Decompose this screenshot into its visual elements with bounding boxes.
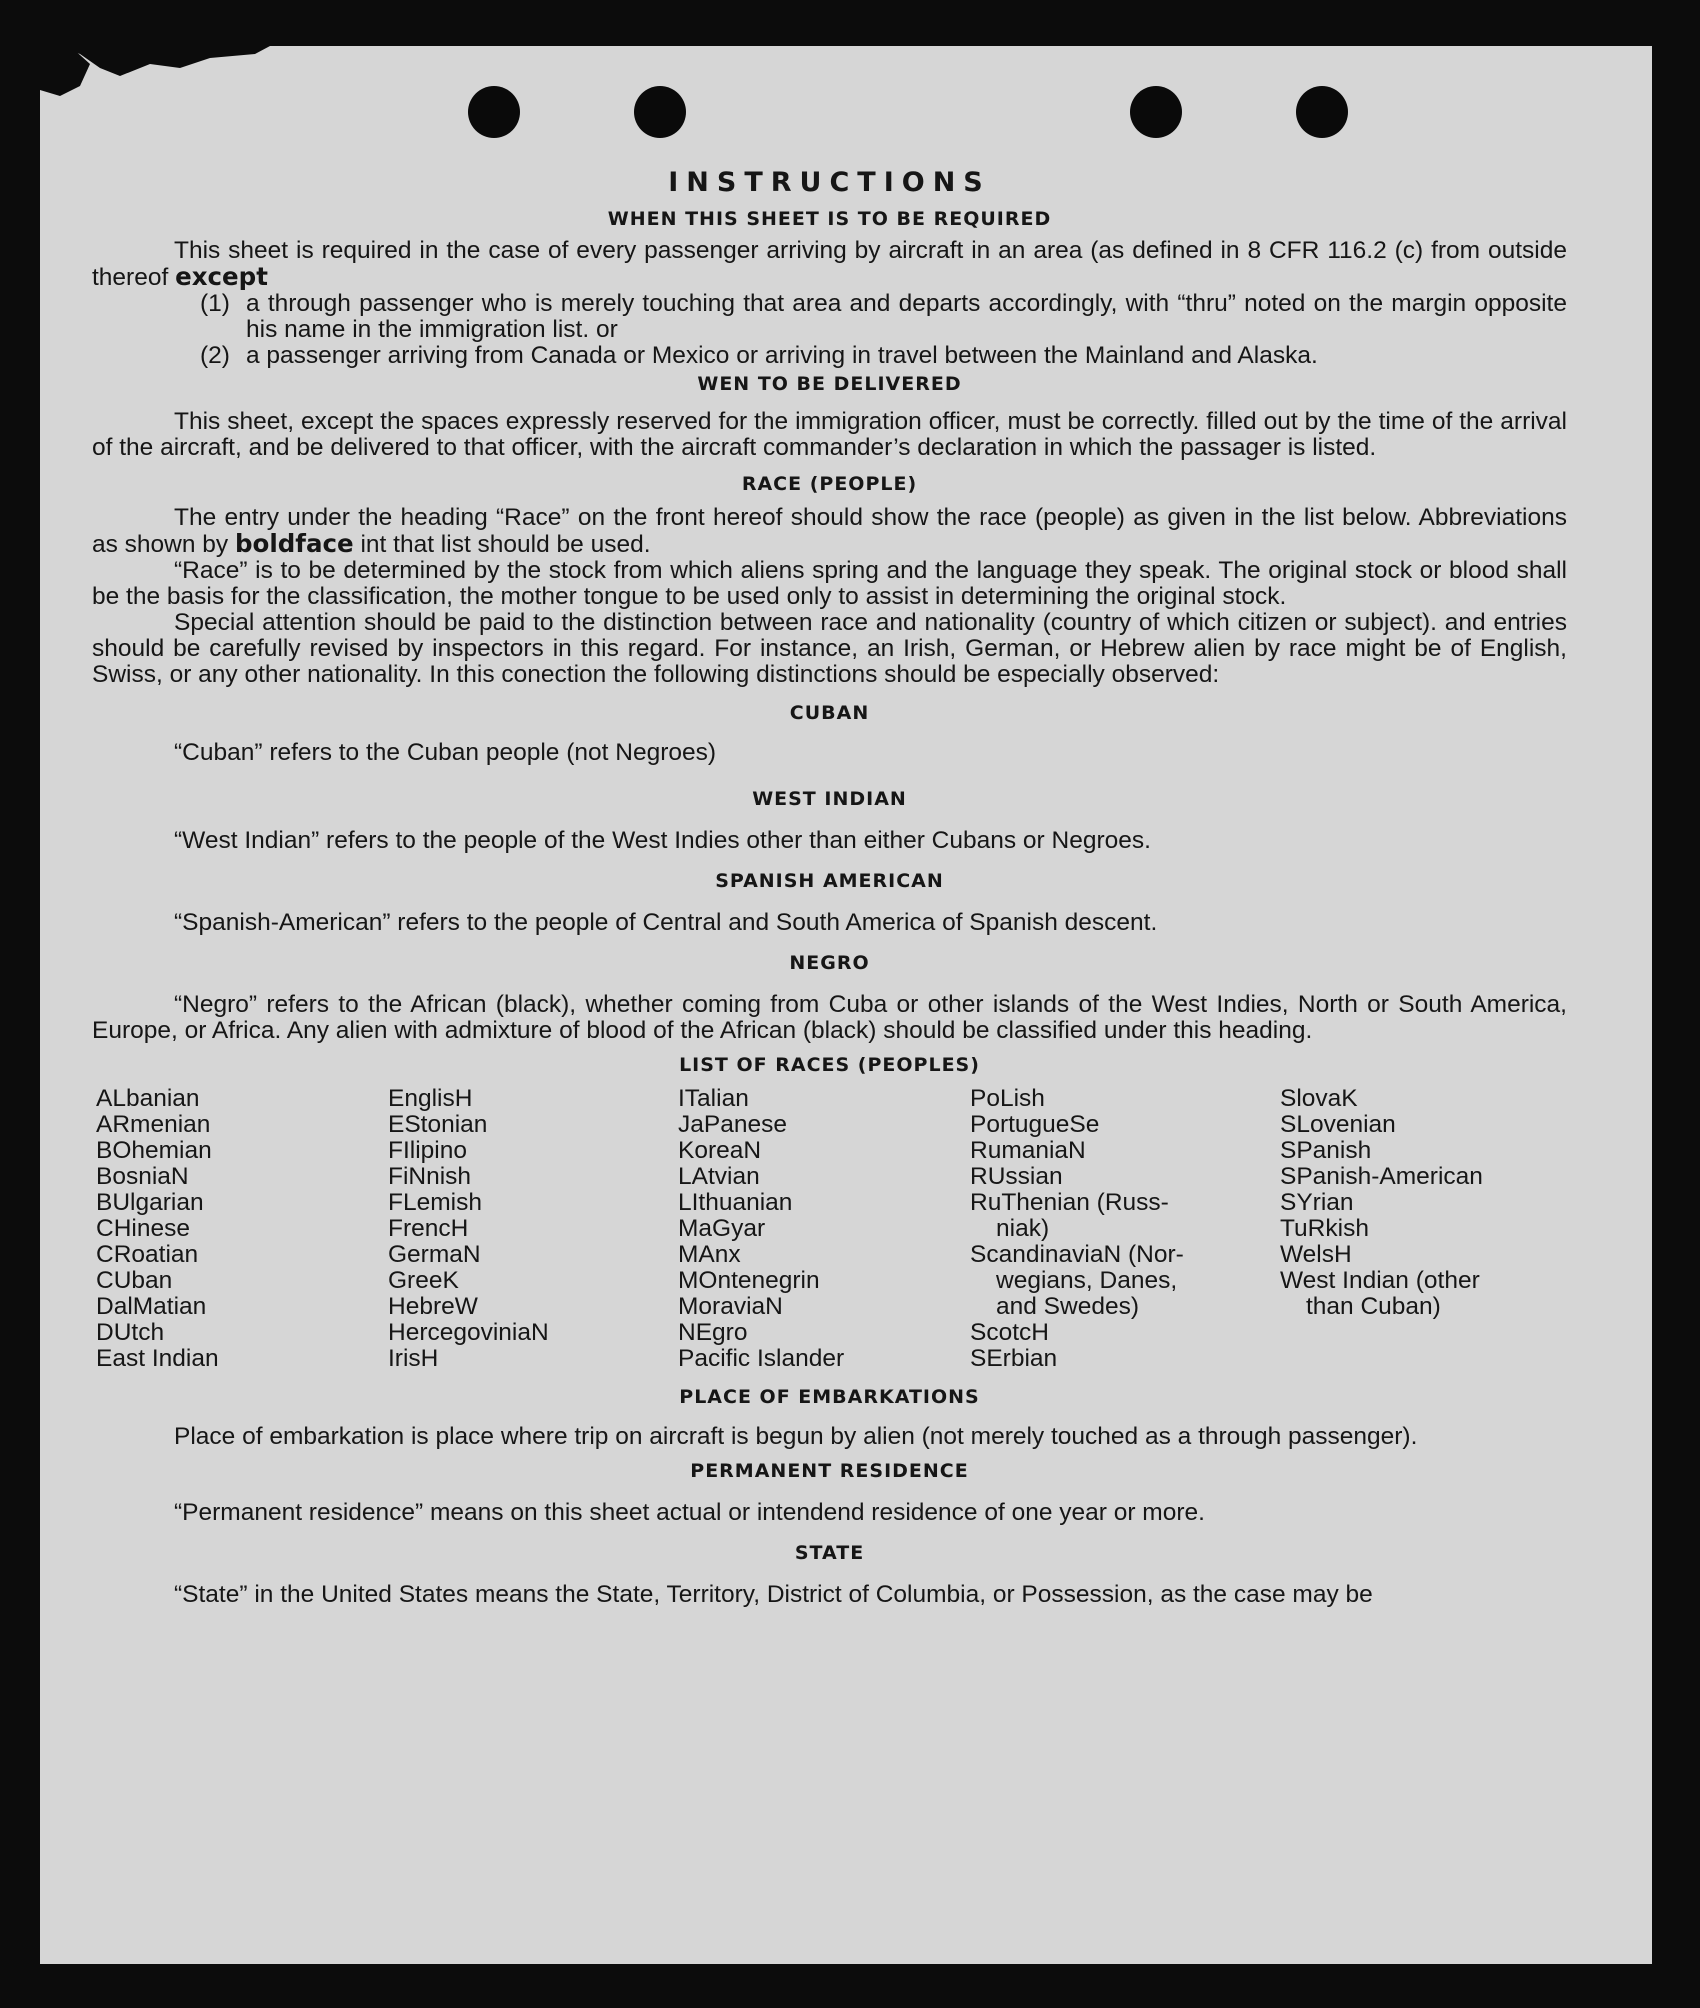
punch-hole [1296,86,1348,138]
race-entry-continuation: than Cuban) [1306,1293,1441,1320]
race-entry: FIlipino [388,1137,467,1164]
document-sheet [40,46,1652,1964]
race-entry: WelsH [1280,1241,1352,1268]
punch-hole [1130,86,1182,138]
punch-hole [468,86,520,138]
race-entry: JaPanese [678,1111,787,1138]
race-paragraph-3: Special attention should be paid to the distinction between race and nationality (country of which citizen or subject). and entries should be carefully revised by inspectors in this regard. For instance, an Irish, German, or Hebrew alien by race might be of English, Swiss, or any other nationality. In this conection the following distinctions should be especially observed: [92,609,1567,688]
race-entry: MAnx [678,1241,741,1268]
heading-list-of-races: LIST OF RACES (PEOPLES) [679,1054,980,1076]
torn-corner [40,46,270,106]
race-entry: RuThenian (Russ- [970,1189,1169,1216]
race-entry: IrisH [388,1345,439,1372]
heading-embarkation: PLACE OF EMBARKATIONS [679,1386,980,1408]
race-entry: BOhemian [96,1137,212,1164]
race-entry: ScotcH [970,1319,1049,1346]
races-column-4 [970,1086,1280,1372]
race-entry: EnglisH [388,1085,473,1112]
race-entry: ITalian [678,1085,749,1112]
race-entry: NEgro [678,1319,748,1346]
cuban-text: “Cuban” refers to the Cuban people (not Negroes) [174,739,717,766]
race-entry: SlovaK [1280,1085,1358,1112]
heading-state: STATE [794,1542,865,1564]
race-entry: BUlgarian [96,1189,204,1216]
heading-when-required: WHEN THIS SHEET IS TO BE REQUIRED [607,208,1052,230]
races-list [96,1086,1567,1372]
heading-residence: PERMANENT RESIDENCE [690,1460,969,1482]
race-entry: SYrian [1280,1189,1354,1216]
race-entry: ScandinaviaN (Nor- [970,1241,1184,1268]
west-indian-text: “West Indian” refers to the people of the West Indies other than either Cubans or Negroes. [174,827,1151,854]
heading-spanish-american: SPANISH AMERICAN [715,870,944,892]
race-entry: MoraviaN [678,1293,783,1320]
exception-item: (1) a through passenger who is merely touching that area and departs accordingly, with “thru” noted on the margin opposite his name in the immigration list. or [200,290,1567,343]
race-entry: DUtch [96,1319,165,1346]
race-entry: KoreaN [678,1137,762,1164]
page-title: INSTRUCTIONS [668,167,991,198]
races-column-2 [388,1086,678,1372]
state-text: “State” in the United States means the State, Territory, District of Columbia, or Possession, as the case may be [174,1581,1373,1608]
race-entry: LAtvian [678,1163,760,1190]
race-entry-continuation: and Swedes) [996,1293,1140,1320]
race-entry-continuation: wegians, Danes, [996,1267,1178,1294]
race-entry: EStonian [388,1111,488,1138]
race-entry: LIthuanian [678,1189,793,1216]
race-entry: SPanish [1280,1137,1372,1164]
race-entry: CRoatian [96,1241,199,1268]
instructions-body [92,167,1567,1608]
races-column-3 [678,1086,970,1372]
race-entry: ARmenian [96,1111,211,1138]
race-entry: FLemish [388,1189,482,1216]
races-column-5 [1280,1086,1567,1372]
heading-race: RACE (PEOPLE) [741,473,918,495]
spanish-american-text: “Spanish-American” refers to the people of Central and South America of Spanish descent. [174,909,1158,936]
exception-item: (2) a passenger arriving from Canada or Mexico or arriving in travel between the Mainland and Alaska. [200,342,1318,369]
embarkation-text: Place of embarkation is place where trip on aircraft is begun by alien (not merely touched as a through passenger). [174,1423,1418,1450]
race-entry: GermaN [388,1241,481,1268]
race-entry-continuation: niak) [996,1215,1050,1242]
race-entry: SErbian [970,1345,1058,1372]
race-entry: FrencH [388,1215,469,1242]
race-entry: FiNnish [388,1163,472,1190]
races-column-1 [96,1086,388,1372]
race-entry: SPanish-American [1280,1163,1483,1190]
punch-hole [634,86,686,138]
race-entry: Pacific Islander [678,1345,845,1372]
race-entry: SLovenian [1280,1111,1396,1138]
heading-west-indian: WEST INDIAN [752,788,907,810]
race-entry: West Indian (other [1280,1267,1480,1294]
race-entry: HercegoviniaN [388,1319,549,1346]
race-entry: DalMatian [96,1293,207,1320]
race-paragraph-2: “Race” is to be determined by the stock from which aliens spring and the language they speak. The original stock or blood shall be the basis for the classification, the mother tongue to be used only to assist in determining the original stock. [92,557,1567,610]
when-delivered-text: This sheet, except the spaces expressly reserved for the immigration officer, must be correctly. filled out by the time of the arrival of the aircraft, and be delivered to that officer, with the aircraft commander’s declaration in which the passager is listed. [92,408,1567,461]
race-entry: BosniaN [96,1163,189,1190]
race-entry: MOntenegrin [678,1267,820,1294]
except-bold: except [175,262,268,291]
race-entry: HebreW [388,1293,478,1320]
heading-cuban: CUBAN [789,702,870,724]
race-entry: GreeK [388,1267,459,1294]
heading-when-delivered: WEN TO BE DELIVERED [697,373,962,395]
race-entry: East Indian [96,1345,219,1372]
residence-text: “Permanent residence” means on this sheet actual or intendend residence of one year or more. [174,1499,1205,1526]
race-entry: ALbanian [96,1085,200,1112]
race-entry: MaGyar [678,1215,766,1242]
when-required-intro: This sheet is required in the case of every passenger arriving by aircraft in an area (as defined in 8 CFR 116.2 (c) from outside thereof except [92,237,1567,291]
negro-text: “Negro” refers to the African (black), whether coming from Cuba or other islands of the West Indies, North or South America, Europe, or Africa. Any alien with admixture of blood of the African (black) should be classified under this heading. [92,991,1567,1044]
race-entry: PoLish [970,1085,1045,1112]
race-entry: RUssian [970,1163,1063,1190]
boldface-bold: boldface [235,529,354,558]
race-entry: RumaniaN [970,1137,1086,1164]
race-paragraph-1: The entry under the heading “Race” on the front hereof should show the race (people) as given in the list below. Abbreviations as shown by boldface int that list should be used. [92,504,1567,558]
heading-negro: NEGRO [789,952,870,974]
race-entry: TuRkish [1280,1215,1369,1242]
race-entry: CUban [96,1267,173,1294]
race-entry: CHinese [96,1215,190,1242]
race-entry: PortugueSe [970,1111,1100,1138]
